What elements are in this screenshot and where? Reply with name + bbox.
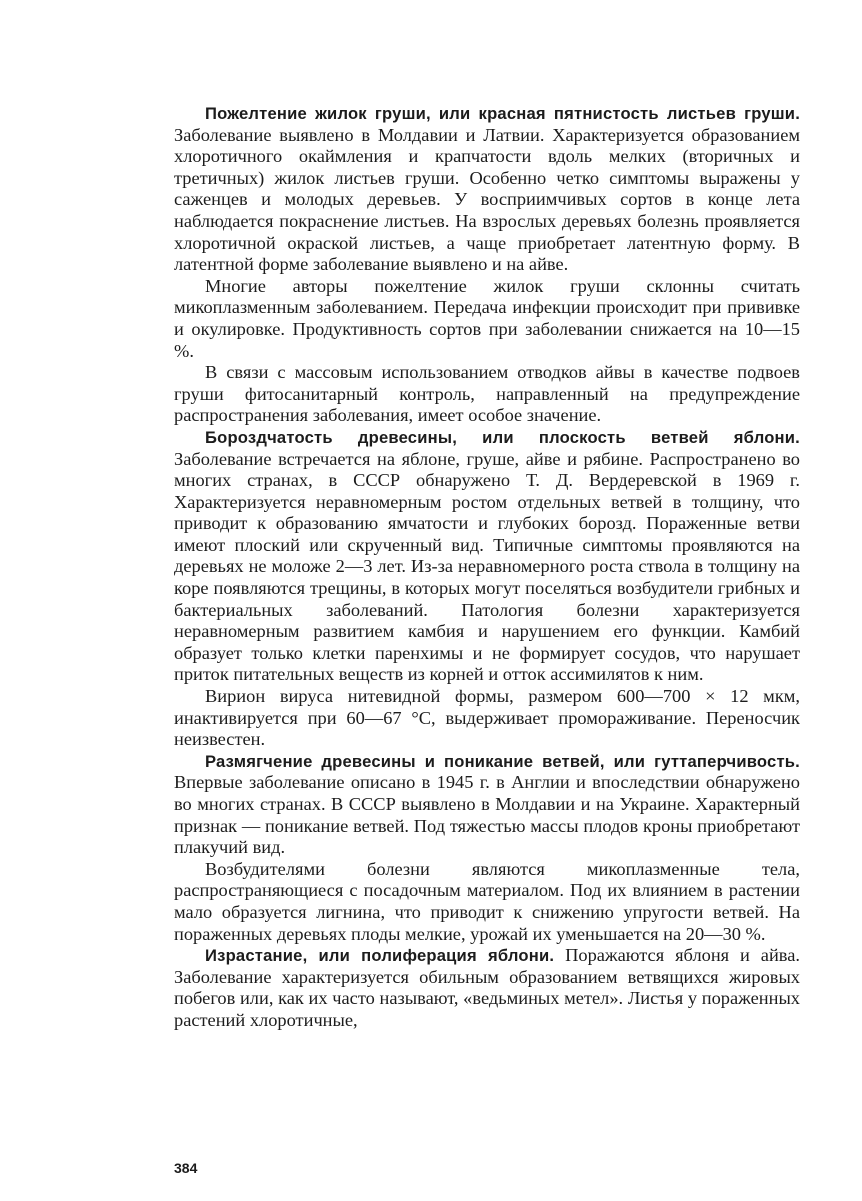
paragraph-text: В связи с массовым использованием отводков айвы в качестве подвоев груши фитосанитарный контроль, направленный на предупреждение распространения заболевания, имеет особое значение. — [174, 362, 800, 426]
paragraph-pear-vein-yellowing — [174, 103, 800, 276]
paragraph-text: Заболевание выявлено в Молдавии и Латвии. Характеризуется образованием хлоротичного окаймления и крапчатости вдоль мелких (вторичных и третичных) жилок листьев груши. Особенно четко симптомы выражены у саженцев и молодых деревьев. У восприимчивых сортов в конце лета наблюдается покраснение листьев. На взрослых деревьях болезнь проявляется хлоротичной окраской листьев, а чаще приобретает латентную форму. В латентной форме заболевание выявлено и на айве. — [174, 124, 800, 275]
paragraph-phytosanitary-control — [174, 362, 800, 427]
paragraph-rubbery-wood — [174, 751, 800, 859]
heading-apple-proliferation: Израстание, или полиферация яблони. — [205, 946, 555, 966]
paragraph-text: Впервые заболевание описано в 1945 г. в Англии и впоследствии обнаружено во многих странах. В СССР выявлено в Молдавии и на Украине. Характерный признак — поникание ветвей. Под тяжестью массы плодов кроны приобретают плакучий вид. — [174, 772, 800, 858]
paragraph-pathogens — [174, 859, 800, 945]
paragraph-virion — [174, 686, 800, 751]
page-number: 384 — [174, 1160, 198, 1176]
paragraph-text: Поражаются яблоня и айва. Заболевание характеризуется обильным образованием ветвящихся жировых побегов или, как их часто называют, «ведьминых метел». Листья у пораженных растений хлоротичные, — [174, 945, 800, 1030]
paragraph-apple-proliferation — [174, 945, 800, 1031]
paragraph-text: Многие авторы пожелтение жилок груши склонны считать микоплазменным заболеванием. Передача инфекции происходит при прививке и окулировке. Продуктивность сортов при заболевании снижается на 10—15 %. — [174, 275, 800, 361]
heading-pear-vein-yellowing: Пожелтение жилок груши, или красная пятнистость листьев груши. — [205, 104, 800, 123]
paragraph-apple-stem-grooving — [174, 427, 800, 686]
paragraph-text: Вирион вируса нитевидной формы, размером 600—700 × 12 мкм, инактивируется при 60—67 °С, выдерживает промораживание. Переносчик неизвестен. — [174, 686, 800, 750]
paragraph-mycoplasma-authors — [174, 276, 800, 362]
heading-rubbery-wood: Размягчение древесины и поникание ветвей, или гуттаперчивость. — [205, 751, 800, 771]
paragraph-text: Возбудителями болезни являются микоплазменные тела, распространяющиеся с посадочным материалом. Под их влиянием в растении мало образуется лигнина, что приводит к снижению упругости ветвей. На пораженных деревьях плоды мелкие, урожай их уменьшается на 20—30 %. — [174, 858, 800, 944]
paragraph-text: Заболевание встречается на яблоне, груше, айве и рябине. Распространено во многих странах, в СССР обнаружено Т. Д. Вердеревской в 1969 г. Характеризуется неравномерным ростом отдельных ветвей в толщину, что приводит к образованию ямчатости и глубоких борозд. Пораженные ветви имеют плоский или скрученный вид. Типичные симптомы проявляются на деревьях не моложе 2—3 лет. Из-за неравномерного роста ствола в толщину на коре появляются трещины, в которых могут поселяться возбудители грибных и бактериальных заболеваний. Патология болезни характеризуется неравномерным развитием камбия и нарушением его функции. Камбий образует только клетки паренхимы и не формирует сосудов, что нарушает приток питательных веществ из корней и отток ассимилятов к ним. — [174, 448, 800, 685]
heading-apple-stem-grooving: Бороздчатость древесины, или плоскость ветвей яблони. — [205, 427, 800, 447]
page-body — [174, 103, 800, 1032]
